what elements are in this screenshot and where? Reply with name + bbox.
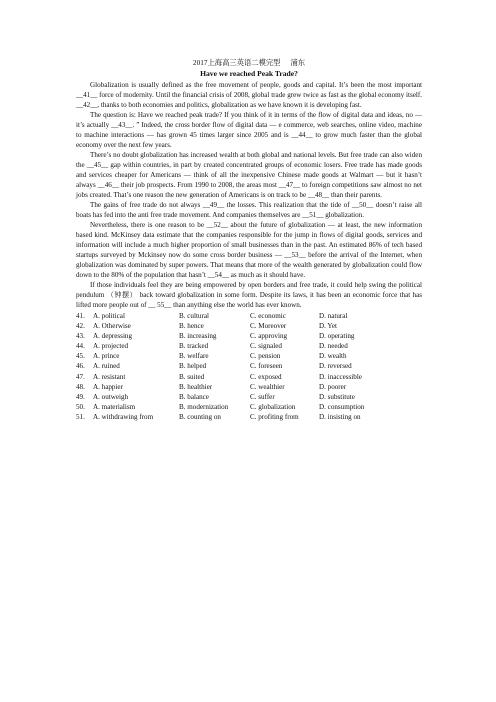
option-c: C. approving (250, 332, 288, 341)
paragraph-2: The question is: Have we reached peak trade? If you think of it in terms of the flow of digital data and ideas, no — it’s actually __43__. ” Indeed, the cross border flow of digital data — e commerce, web searches, online video, machine to machine interactions — has grown 45 times larger since 2005 and is __44__ to grow much faster than the global economy over the next few years. (76, 111, 422, 149)
question-number: 43. (76, 332, 85, 341)
option-d: D. insisting on (319, 412, 361, 421)
question-number: 50. (76, 402, 85, 411)
option-d: D. reversed (319, 362, 352, 371)
option-row-47 (76, 372, 422, 382)
option-c: C. globalization (250, 402, 296, 411)
option-row-50 (76, 402, 422, 412)
option-c: C. Moreover (250, 322, 287, 331)
option-a: A. prince (93, 352, 120, 361)
option-a: A. ruined (93, 362, 120, 371)
option-row-45 (76, 351, 422, 361)
option-c: C. exposed (250, 372, 282, 381)
option-b: B. tracked (179, 342, 209, 351)
option-a: A. materialism (93, 402, 136, 411)
option-row-44 (76, 341, 422, 351)
option-a: A. projected (93, 342, 129, 351)
option-d: D. inaccessible (319, 372, 362, 381)
option-b: B. increasing (179, 332, 217, 341)
option-d: D. consumption (319, 402, 365, 411)
option-row-43 (76, 331, 422, 341)
paragraph-6: If those individuals feel they are being empowered by open borders and free trade, it could help swing the political pendulum （钟摆） back toward globalization in some form. Despite its laws, it has been an economic force that has lifted more people out of __ 55__ than anything else the world has ever known. (76, 281, 422, 309)
option-d: D. operating (319, 332, 355, 341)
header-source: 2017上海高三英语二模完型 (192, 58, 281, 67)
option-c: C. suffer (250, 392, 275, 401)
question-number: 49. (76, 392, 85, 401)
option-b: B. counting on (179, 412, 221, 421)
option-c: C. profiting from (250, 412, 299, 421)
option-d: D. needed (319, 342, 348, 351)
option-row-46 (76, 361, 422, 371)
option-b: B. suited (179, 372, 205, 381)
question-number: 41. (76, 312, 85, 320)
option-row-49 (76, 392, 422, 402)
option-c: C. pension (250, 352, 281, 361)
option-c: C. economic (250, 312, 286, 320)
options-table (76, 311, 422, 422)
question-number: 46. (76, 362, 85, 371)
option-b: B. welfare (179, 352, 209, 361)
paragraph-5: Nevertheless, there is one reason to be __52__ about the future of globalization — at least, the new information based kind. McKinsey data estimate that the companies responsible for the jump in flows of digital goods, services and information will include a much higher proportion of small businesses than in the past. An estimated 86% of tech based startups surveyed by Mckinsey now do some cross border business — __53__ before the arrival of the Internet, when globalization was dominated by super powers. That means that more of the wealth generated by globalization could flow down to the 80% of the population that hasn’t __54__ as much as it should have. (76, 221, 422, 279)
option-row-42 (76, 321, 422, 331)
option-a: A. happier (93, 382, 123, 391)
option-b: B. helped (179, 362, 207, 371)
paragraph-4: The gains of free trade do not always __49__ the losses. This realization that the tide of __50__ doesn’t raise all boats has fed into the anti free trade movement. And companies themselves are __51__ globalization. (76, 201, 422, 219)
option-row-51 (76, 412, 422, 422)
option-c: C. signaled (250, 342, 282, 351)
question-number: 51. (76, 412, 85, 421)
question-number: 45. (76, 352, 85, 361)
header-district: 浦东 (290, 58, 306, 67)
option-d: D. natural (319, 312, 348, 320)
option-a: A. depressing (93, 332, 133, 341)
question-number: 42. (76, 322, 85, 331)
option-b: B. hence (179, 322, 204, 331)
option-d: D. Yet (319, 322, 337, 331)
question-number: 44. (76, 342, 85, 351)
paragraph-1: Globalization is usually defined as the free movement of people, goods and capital. It’s been the most important __41__ force of modernity. Until the financial crisis of 2008, global trade grew twice as fast as the global economy itself. __42__, thanks to both economies and politics, globalization as we have known it is developing fast. (76, 81, 422, 109)
option-b: B. healthier (179, 382, 213, 391)
option-d: D. poorer (319, 382, 347, 391)
paragraph-3: There’s no doubt globalization has increased wealth at both global and national levels. But free trade can also widen the __45__ gap within countries, in part by created concentrated groups of economic losers. Free trade has made goods and services cheaper for Americans — think of all the inexpensive Chinese made goods at Walmart — but it hasn’t always __46__ their job prospects. From 1990 to 2008, the areas most __47__ to foreign competitions saw almost no net jobs created. That’s one reason the new generation of Americans is on track to be __48__ than their parents. (76, 151, 422, 199)
option-a: A. Otherwise (93, 322, 131, 331)
document-header (76, 58, 422, 68)
option-row-41 (76, 311, 422, 321)
option-c: C. foreseen (250, 362, 283, 371)
option-a: A. withdrawing from (93, 412, 154, 421)
option-d: D. wealth (319, 352, 347, 361)
question-number: 47. (76, 372, 85, 381)
document-page (76, 58, 422, 422)
question-number: 48. (76, 382, 85, 391)
option-a: A. political (93, 312, 125, 320)
option-c: C. wealthier (250, 382, 285, 391)
passage-title: Have we reached Peak Trade? (200, 69, 298, 78)
option-a: A. resistant (93, 372, 126, 381)
option-a: A. outweigh (93, 392, 129, 401)
option-b: B. balance (179, 392, 209, 401)
option-row-48 (76, 382, 422, 392)
option-b: B. cultural (179, 312, 209, 320)
option-b: B. modernization (179, 402, 229, 411)
option-d: D. substitute (319, 392, 355, 401)
